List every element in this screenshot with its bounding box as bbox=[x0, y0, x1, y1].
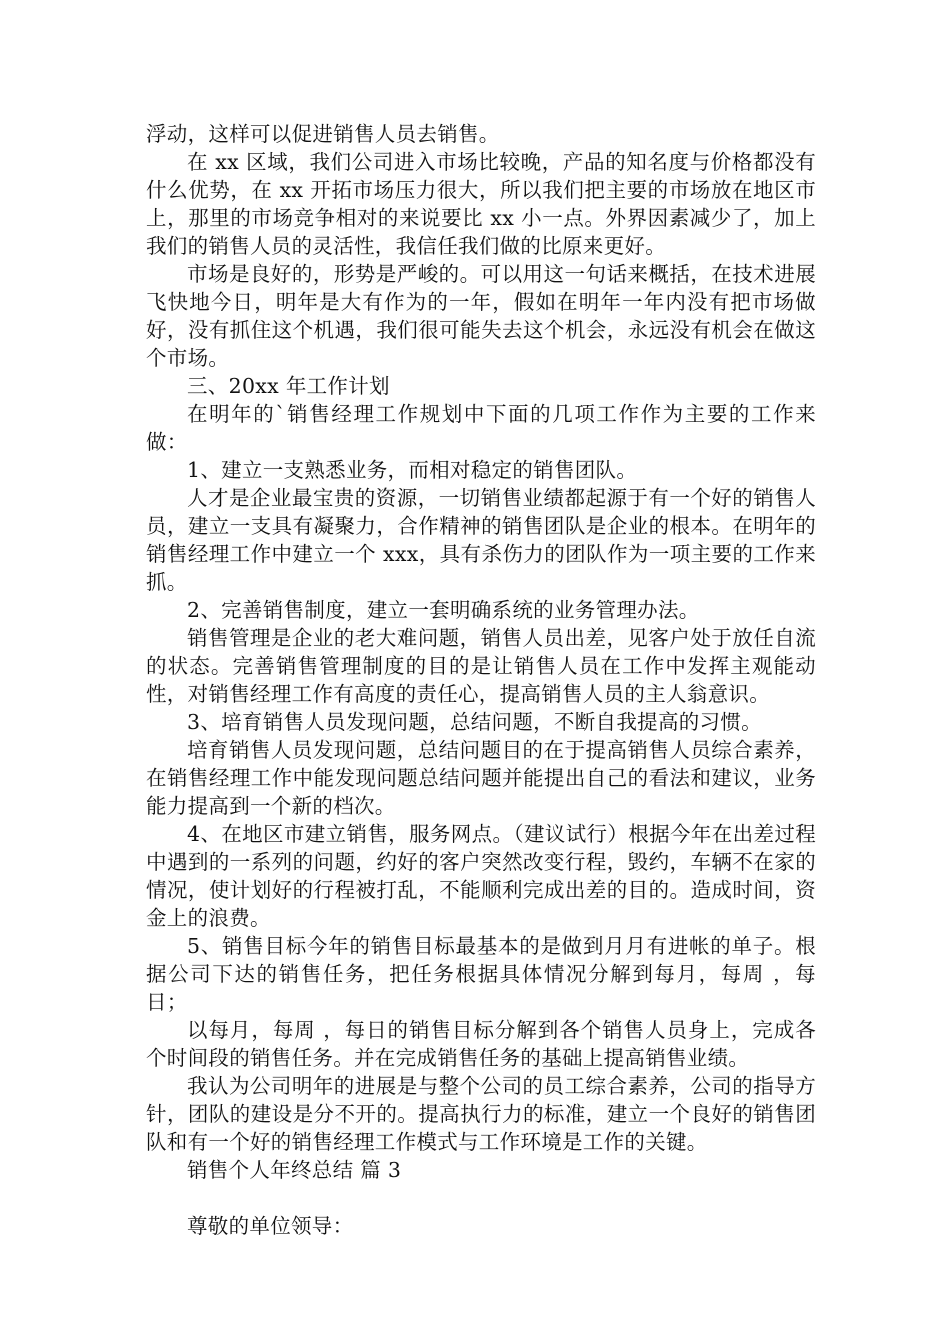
paragraph-conclusion: 我认为公司明年的进展是与整个公司的员工综合素养，公司的指导方针，团队的建设是分不开的。提高执行力的标准，建立一个良好的销售团队和有一个好的销售经理工作模式与工作环境是工作的关键。 bbox=[146, 1074, 816, 1154]
paragraph-continuation: 浮动，这样可以促进销售人员去销售。 bbox=[146, 122, 500, 146]
paragraph-sales-target-breakdown: 以每月，每周 ，每日的销售目标分解到各个销售人员身上，完成各个时间段的销售任务。并在完成销售任务的基础上提高销售业绩。 bbox=[146, 1018, 816, 1070]
paragraph-problem-solving: 培育销售人员发现问题，总结问题目的在于提高销售人员综合素养，在销售经理工作中能发现问题总结问题并能提出自己的看法和建议，业务能力提高到一个新的档次。 bbox=[146, 738, 816, 818]
plan-item-2: 2、完善销售制度，建立一套明确系统的业务管理办法。 bbox=[187, 598, 700, 622]
plan-item-4: 4、在地区市建立销售，服务网点。（建议试行）根据今年在出差过程中遇到的一系列的问题，约好的客户突然改变行程，毁约，车辆不在家的情况，使计划好的行程被打乱，不能顺利完成出差的目的。造成时间，资金上的浪费。 bbox=[146, 822, 816, 930]
document-body bbox=[146, 120, 816, 1240]
section-heading-work-plan: 三、20xx 年工作计划 bbox=[187, 374, 390, 398]
paragraph-team-building: 人才是企业最宝贵的资源，一切销售业绩都起源于有一个好的销售人员，建立一支具有凝聚力，合作精神的销售团队是企业的根本。在明年的销售经理工作中建立一个 xxx，具有杀伤力的团队作为一项主要的工作来抓。 bbox=[146, 486, 816, 594]
plan-item-1: 1、建立一支熟悉业务，而相对稳定的销售团队。 bbox=[187, 458, 638, 482]
paragraph-sales-management: 销售管理是企业的老大难问题，销售人员出差，见客户处于放任自流的状态。完善销售管理制度的目的是让销售人员在工作中发挥主观能动性，对销售经理工作有高度的责任心，提高销售人员的主人翁意识。 bbox=[146, 626, 816, 706]
plan-item-3: 3、培育销售人员发现问题，总结问题，不断自我提高的习惯。 bbox=[187, 710, 762, 734]
paragraph-plan-intro: 在明年的`销售经理工作规划中下面的几项工作作为主要的工作来做： bbox=[146, 402, 816, 454]
paragraph-market-outlook: 市场是良好的，形势是严峻的。可以用这一句话来概括，在技术进展飞快地今日，明年是大有作为的一年，假如在明年一年内没有把市场做好，没有抓住这个机遇，我们很可能失去这个机会，永远没有机会在做这个市场。 bbox=[146, 262, 816, 370]
salutation: 尊敬的单位领导： bbox=[187, 1214, 354, 1238]
plan-item-5: 5、销售目标今年的销售目标最基本的是做到月月有进帐的单子。根据公司下达的销售任务，把任务根据具体情况分解到每月，每周 ，每日； bbox=[146, 934, 816, 1014]
article-heading-part-3: 销售个人年终总结 篇 3 bbox=[187, 1158, 402, 1182]
paragraph-market-region: 在 xx 区域，我们公司进入市场比较晚，产品的知名度与价格都没有什么优势，在 xx 开拓市场压力很大，所以我们把主要的市场放在地区市上，那里的市场竞争相对的来说要比 xx 小一点。外界因素减少了，加上我们的销售人员的灵活性，我信任我们做的比原来更好。 bbox=[146, 150, 816, 258]
